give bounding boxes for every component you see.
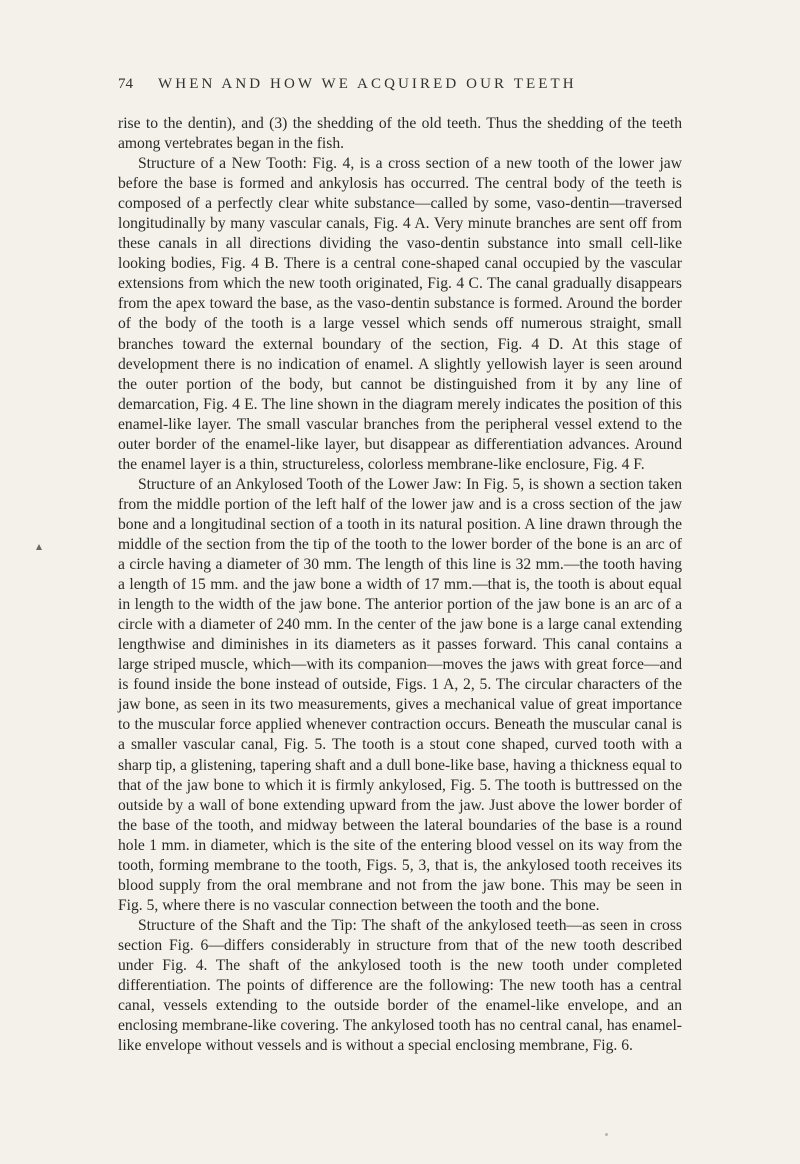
paragraph-new-tooth-structure: Structure of a New Tooth: Fig. 4, is a cross section of a new tooth of the lower jaw before the base is formed and ankylosis has occurred. The central body of the teeth is composed of a perfectly clear white substance—called by some, vaso-dentin—traversed longitudinally by many vascular canals, Fig. 4 A. Very minute branches are sent off from these canals in all directions dividing the vaso-dentin substance into small cell-like looking bodies, Fig. 4 B. There is a central cone-shaped canal occupied by the vascular extensions from which the new tooth originated, Fig. 4 C. The canal gradually disappears from the apex toward the base, as the vaso-dentin substance is formed. Around the border of the body of the tooth is a large vessel which sends off numerous straight, small branches toward the external boundary of the section, Fig. 4 D. At this stage of development there is no indication of enamel. A slightly yellowish layer is seen around the outer portion of the body, but cannot be distinguished from it by any line of demarcation, Fig. 4 E. The line shown in the diagram merely indicates the position of this enamel-like layer. The small vascular branches from the peripheral vessel extend to the outer border of the enamel-like layer, but disappear as differentiation advances. Around the enamel layer is a thin, structureless, colorless membrane-like enclosure, Fig. 4 F. (118, 155, 682, 473)
paragraph-ankylosed-tooth-structure: Structure of an Ankylosed Tooth of the Lower Jaw: In Fig. 5, is shown a section taken from the middle portion of the left half of the lower jaw and is a cross section of the jaw bone and a longitudinal section of a tooth in its natural position. A line drawn through the middle of the section from the tip of the tooth to the lower border of the bone is an arc of a circle having a diameter of 30 mm. The length of this line is 32 mm.—the tooth having a length of 15 mm. and the jaw bone a width of 17 mm.—that is, the tooth is about equal in length to the width of the jaw bone. The anterior portion of the jaw bone is an arc of a circle with a diameter of 240 mm. In the center of the jaw bone is a large canal extending lengthwise and diminishes in its diameters as it passes forward. This canal contains a large striped muscle, which—with its companion—moves the jaws with great force—and is found inside the bone instead of outside, Figs. 1 A, 2, 5. The circular characters of the jaw bone, as seen in its two measurements, gives a mechanical value of great importance to the muscular force applied whenever contraction occurs. Beneath the muscular canal is a smaller vascular canal, Fig. 5. The tooth is a stout cone shaped, curved tooth with a sharp tip, a glistening, tapering shaft and a dull bone-like base, having a thickness equal to that of the jaw bone to which it is firmly ankylosed, Fig. 5. The tooth is buttressed on the outside by a wall of bone extending upward from the jaw. Just above the lower border of the base of the tooth, and midway between the lateral boundaries of the base is a round hole 1 mm. in diameter, which is the site of the entering blood vessel on its way from the tooth, forming membrane to the tooth, Figs. 5, 3, that is, the ankylosed tooth receives its blood supply from the oral membrane and not from the jaw bone. This may be seen in Fig. 5, where there is no vascular connection between the tooth and the bone. (118, 475, 682, 914)
paragraph-continuation: rise to the dentin), and (3) the shedding of the old teeth. Thus the shedding of the teeth among vertebrates began in the fish. (118, 115, 682, 153)
page-number: 74 (118, 76, 133, 92)
margin-mark-icon (36, 544, 42, 550)
paper-speck (605, 1133, 608, 1136)
body-text (118, 114, 682, 1056)
paragraph-shaft-and-tip-structure: Structure of the Shaft and the Tip: The shaft of the ankylosed teeth—as seen in cross section Fig. 6—differs considerably in structure from that of the new tooth described under Fig. 4. The shaft of the ankylosed tooth is the new tooth under completed differentiation. The points of difference are the following: The new tooth has a central canal, vessels extending to the outside border of the enamel-like envelope, and an enclosing membrane-like covering. The ankylosed tooth has no central canal, has enamel-like envelope without vessels and is without a special enclosing membrane, Fig. 6. (118, 916, 682, 1055)
running-title: WHEN AND HOW WE ACQUIRED OUR TEETH (158, 76, 577, 92)
running-head (118, 76, 686, 96)
